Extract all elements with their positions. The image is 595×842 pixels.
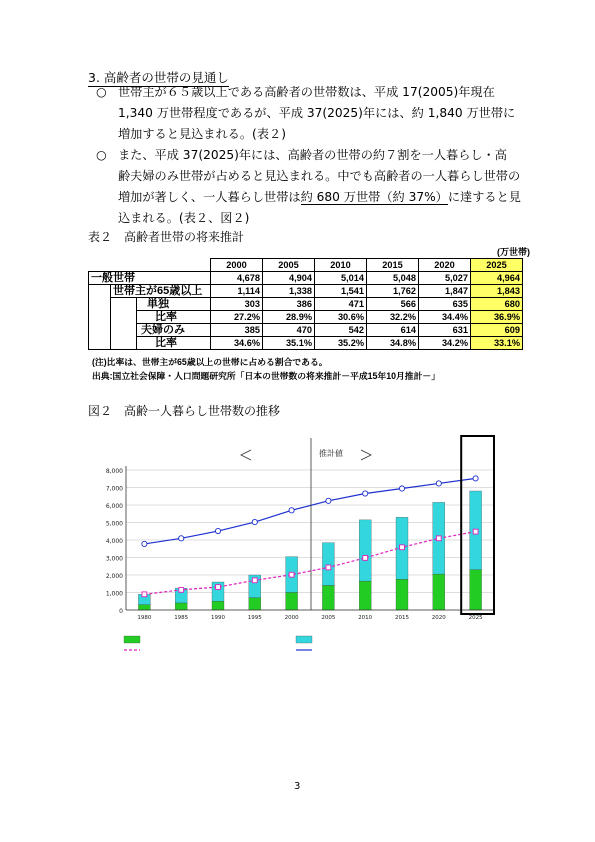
bullet-line: 1,340 万世帯程度であるが、平成 37(2025)年には、約 1,840 万世帯に <box>118 106 516 120</box>
arrow-left-icon <box>241 450 251 460</box>
table-note: (注)比率は、世帯主が65歳以上の世帯に占める割合である。 <box>92 357 328 367</box>
table-cell: 631 <box>419 324 471 337</box>
table-row <box>89 324 523 337</box>
bar-lower <box>212 601 224 610</box>
table-cell: 1,114 <box>211 285 263 298</box>
year-header: 2000 <box>211 259 263 272</box>
line-marker <box>179 536 184 541</box>
table-cell: 28.9% <box>263 311 315 324</box>
series-line <box>144 478 475 544</box>
bar-upper <box>322 543 334 586</box>
bullet-line: 世帯主が６５歳以上である高齢者の世帯数は、平成 17(2005)年現在 <box>118 85 495 99</box>
table-cell: 566 <box>367 298 419 311</box>
bullet-line: 増加すると見込まれる。(表２) <box>118 127 286 141</box>
table-cell: 33.1% <box>471 337 523 350</box>
table-cell: 4,964 <box>471 272 523 285</box>
table-cell: 4,678 <box>211 272 263 285</box>
table-source: 出典:国立社会保障・人口問題研究所「日本の世帯数の将来推計－平成15年10月推計－」 <box>92 371 440 381</box>
table-cell: 5,048 <box>367 272 419 285</box>
year-header: 2015 <box>367 259 419 272</box>
bar-lower <box>396 579 408 610</box>
bullet-2 <box>96 145 526 229</box>
y-tick-label: 0 <box>119 608 123 615</box>
table-cell: 1,762 <box>367 285 419 298</box>
line-marker <box>142 541 147 546</box>
table-cell: 1,843 <box>471 285 523 298</box>
line-marker <box>142 592 147 597</box>
table-cell: 1,338 <box>263 285 315 298</box>
table-cell: 614 <box>367 324 419 337</box>
line-marker <box>179 587 184 592</box>
row-label: 単独 <box>137 298 211 311</box>
y-tick-label: 6,000 <box>105 503 123 510</box>
table-cell: 32.2% <box>367 311 419 324</box>
year-header: 2010 <box>315 259 367 272</box>
row-label: 世帯主が65歳以上 <box>111 285 211 298</box>
table-cell: 27.2% <box>211 311 263 324</box>
table-cell: 386 <box>263 298 315 311</box>
year-header: 2005 <box>263 259 315 272</box>
row-label: 夫婦のみ <box>137 324 211 337</box>
x-tick-label: 1980 <box>137 615 152 621</box>
table-cell: 609 <box>471 324 523 337</box>
line-marker <box>436 481 441 486</box>
y-tick-label: 2,000 <box>105 573 123 580</box>
table-cell: 1,541 <box>315 285 367 298</box>
line-marker <box>400 545 405 550</box>
table-cell: 34.4% <box>419 311 471 324</box>
x-tick-label: 2015 <box>395 615 409 621</box>
bullet-line: 込まれる。(表２、図２) <box>118 211 250 225</box>
y-tick-label: 4,000 <box>105 538 123 545</box>
table-unit: (万世帯) <box>497 247 530 257</box>
y-tick-label: 8,000 <box>105 468 123 475</box>
bullet-line: また、平成 37(2025)年には、高齢者の世帯の約７割を一人暮らし・高 <box>118 148 507 162</box>
line-marker <box>399 486 404 491</box>
legend-swatch <box>296 636 312 643</box>
arrow-right-icon <box>361 450 371 460</box>
x-tick-label: 2005 <box>321 615 336 621</box>
table-row <box>89 285 523 298</box>
chart-figure <box>88 428 518 690</box>
line-marker <box>215 528 220 533</box>
line-marker <box>326 565 331 570</box>
table-cell: 635 <box>419 298 471 311</box>
x-tick-label: 2010 <box>358 615 373 621</box>
series-line <box>144 532 475 595</box>
row-label: 一般世帯 <box>89 272 211 285</box>
table-caption: 表２ 高齢者世帯の将来推計 <box>88 230 245 244</box>
year-header: 2020 <box>419 259 471 272</box>
table-cell: 34.6% <box>211 337 263 350</box>
line-marker <box>216 585 221 590</box>
x-tick-label: 2000 <box>284 615 299 621</box>
table-cell: 1,847 <box>419 285 471 298</box>
bar-lower <box>433 574 445 610</box>
bullet-line: 増加が著しく、一人暮らし世帯は約 680 万世帯（約 37%）に達すると見 <box>118 190 521 204</box>
table-cell: 34.2% <box>419 337 471 350</box>
legend-swatch <box>124 636 140 643</box>
table-row <box>89 311 523 324</box>
line-marker <box>289 572 294 577</box>
projection-label: 推計値 <box>319 449 343 458</box>
line-marker <box>436 536 441 541</box>
table-cell: 35.1% <box>263 337 315 350</box>
line-marker <box>252 519 257 524</box>
table-cell: 30.6% <box>315 311 367 324</box>
line-marker <box>252 578 257 583</box>
chart-lines <box>142 476 478 597</box>
table-cell: 36.9% <box>471 311 523 324</box>
table-cell: 5,014 <box>315 272 367 285</box>
table-cell: 303 <box>211 298 263 311</box>
table-cell: 5,027 <box>419 272 471 285</box>
x-tick-label: 1990 <box>211 615 225 621</box>
bar-upper <box>359 520 371 581</box>
table-cell: 470 <box>263 324 315 337</box>
table-row <box>89 337 523 350</box>
table-cell: 542 <box>315 324 367 337</box>
line-marker <box>289 508 294 513</box>
bar-lower <box>249 598 261 610</box>
x-tick-label: 2020 <box>431 615 446 621</box>
chart-svg <box>88 428 518 690</box>
table-header-row <box>89 259 523 272</box>
y-tick-label: 5,000 <box>105 520 123 528</box>
table-cell: 385 <box>211 324 263 337</box>
table-cell: 680 <box>471 298 523 311</box>
section-heading: 3. 高齢者の世帯の見通し <box>88 70 229 85</box>
bullet-marker: ○ <box>96 85 107 99</box>
line-marker <box>363 556 368 561</box>
y-tick-label: 3,000 <box>105 555 123 563</box>
bullet-line: 齢夫婦のみ世帯が占めると見込まれる。中でも高齢者の一人暮らし世帯の <box>118 169 521 183</box>
figure-caption: 図２ 高齢一人暮らし世帯数の推移 <box>88 404 281 418</box>
bar-lower <box>322 586 334 611</box>
chart-bars <box>138 491 481 610</box>
projection-table <box>88 258 523 350</box>
line-marker <box>363 491 368 496</box>
table-cell: 471 <box>315 298 367 311</box>
bar-lower <box>359 581 371 610</box>
y-tick-label: 7,000 <box>105 485 123 493</box>
table-cell: 35.2% <box>315 337 367 350</box>
bar-lower <box>286 593 298 611</box>
bar-lower <box>175 603 187 610</box>
table-cell: 4,904 <box>263 272 315 285</box>
line-marker <box>473 529 478 534</box>
page-number: 3 <box>294 781 301 792</box>
table-row <box>89 272 523 285</box>
x-tick-label: 1985 <box>174 615 189 621</box>
bullet-1 <box>96 82 526 146</box>
line-marker <box>326 498 331 503</box>
row-label: 比率 <box>137 311 211 324</box>
bar-lower <box>138 605 150 610</box>
x-tick-label: 1995 <box>247 615 262 621</box>
table-cell: 34.8% <box>367 337 419 350</box>
year-header: 2025 <box>471 259 523 272</box>
table-row <box>89 298 523 311</box>
y-tick-label: 1,000 <box>105 590 123 598</box>
line-marker <box>473 476 478 481</box>
bar-lower <box>470 570 482 610</box>
x-tick-label: 2025 <box>468 615 483 621</box>
bullet-marker: ○ <box>96 148 107 162</box>
row-label: 比率 <box>137 337 211 350</box>
